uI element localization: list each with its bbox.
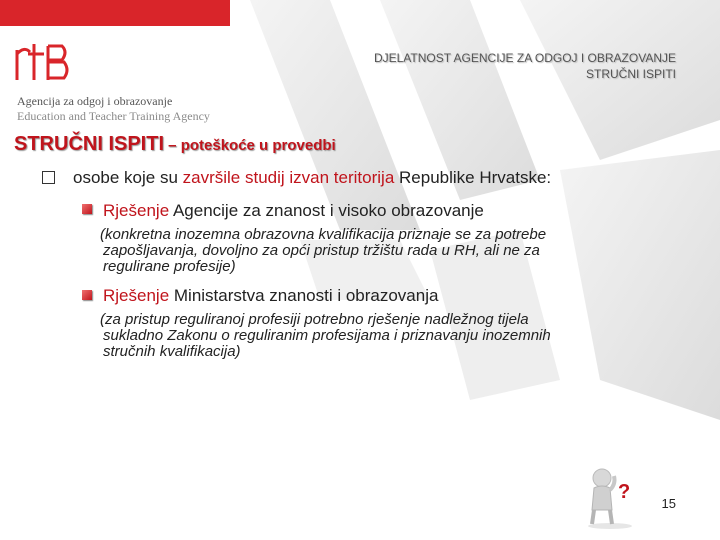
slide-title: [14, 133, 336, 156]
main-bullet-prefix: osobe koje su: [73, 168, 183, 187]
sub-bullet-2: [103, 286, 438, 306]
header-line-1: DJELATNOST AGENCIJE ZA ODGOJ I OBRAZOVANJE: [373, 51, 676, 65]
checkbox-icon: [42, 171, 55, 184]
note-line: (za pristup reguliranoj profesiji potrebno rješenje nadležnog tijela: [100, 311, 529, 328]
slide-title-main: STRUČNI ISPITI: [14, 133, 165, 155]
sub-bullet-1-label-rest: Agencije za znanost i visoko obrazovanje: [169, 201, 484, 220]
note-line: regulirane profesije): [103, 258, 236, 275]
organization-name: [17, 94, 210, 124]
red-square-icon: [82, 290, 92, 300]
note-line: (konkretna inozemna obrazovna kvalifikacija priznaje se za potrebe: [100, 226, 547, 243]
org-name-hr: Agencija za odgoj i obrazovanje: [17, 94, 173, 108]
question-person-icon: [578, 462, 648, 532]
sub-bullet-2-label-rest: Ministarstva znanosti i obrazovanja: [169, 286, 439, 305]
page-number: 15: [661, 496, 676, 511]
header-line-2: STRUČNI ISPITI: [585, 67, 676, 81]
sub-bullet-1: [103, 201, 484, 221]
sub-bullet-1-label-red: Rješenje: [103, 201, 170, 220]
header-right: [374, 50, 676, 82]
top-red-bar: [0, 0, 230, 26]
note-line: stručnih kvalifikacija): [103, 343, 241, 360]
main-bullet-highlight: završile studij izvan teritorija: [182, 168, 395, 187]
sub-bullet-1-note: [100, 227, 660, 275]
sub-bullet-2-note: [100, 312, 660, 360]
main-bullet: [73, 168, 551, 188]
svg-text:?: ?: [618, 481, 631, 503]
note-line: zapošljavanja, dovoljno za opći pristup tržištu rada u RH, ali ne za: [103, 242, 540, 259]
sub-bullet-2-label-red: Rješenje: [103, 286, 170, 305]
note-line: sukladno Zakonu o reguliranim profesijama i priznavanju inozemnih: [103, 327, 551, 344]
agency-logo-icon: [14, 40, 74, 82]
main-bullet-suffix: Republike Hrvatske:: [394, 168, 552, 187]
red-square-icon: [82, 204, 92, 214]
slide-title-sub: – poteškoće u provedbi: [164, 137, 336, 154]
org-name-en: Education and Teacher Training Agency: [17, 109, 210, 123]
